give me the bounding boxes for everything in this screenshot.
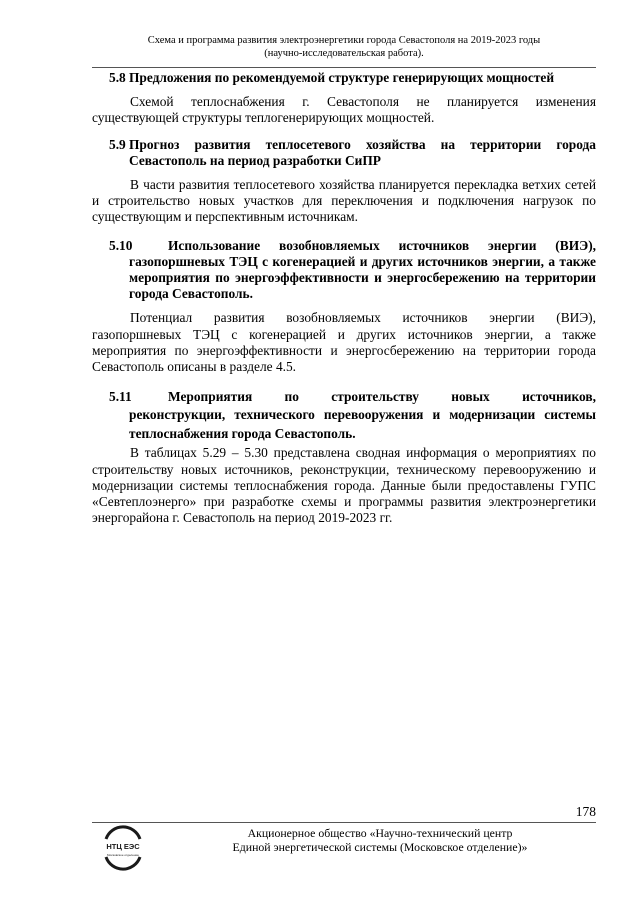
header-subtitle: (научно-исследовательская работа). bbox=[264, 47, 424, 59]
section-heading bbox=[109, 238, 596, 303]
section-heading bbox=[109, 137, 596, 169]
org-line-1: Акционерное общество «Научно-технический центр bbox=[247, 826, 513, 840]
header-divider bbox=[92, 67, 596, 68]
logo-subtext: Московское отделение bbox=[107, 853, 139, 857]
page-number: 178 bbox=[575, 804, 596, 819]
footer-organization bbox=[230, 826, 530, 854]
section-title: Прогноз развития теплосетевого хозяйства на территории города Севастополь на период разработки СиПР bbox=[129, 136, 596, 168]
page-header bbox=[92, 35, 596, 60]
title-word: строительству bbox=[331, 389, 419, 405]
section-paragraph: В части развития теплосетевого хозяйства планируется перекладка ветхих сетей и строительство новых участков для переключения и подключения нагрузок по существующим и перспективным источникам. bbox=[92, 177, 596, 225]
title-word: новых bbox=[451, 389, 490, 405]
page-content bbox=[92, 70, 596, 526]
section-5-8 bbox=[92, 70, 596, 127]
title-word: источников, bbox=[522, 389, 596, 405]
footer-divider bbox=[92, 822, 596, 823]
section-number: 5.8 bbox=[109, 70, 126, 85]
section-paragraph: Схемой теплоснабжения г. Севастополя не планируется изменения существующей структуры теплогенерирующих мощностей. bbox=[92, 94, 596, 126]
section-number: 5.9 bbox=[109, 136, 126, 152]
section-paragraph: Потенциал развития возобновляемых источников энергии (ВИЭ), газопоршневых ТЭЦ с когенерацией и других источников энергии, а также мероприятия по энергоэффективности и энергосбережению на территории города Севастополь описаны в разделе 4.5. bbox=[92, 310, 596, 375]
section-title: Использование возобновляемых источников энергии (ВИЭ), газопоршневых ТЭЦ с когенерацией и других источников энергии, а также мероприятия по энергоэффективности и энергосбережению на территории города Севастополь. bbox=[129, 237, 596, 302]
section-title: Предложения по рекомендуемой структуре генерирующих мощностей bbox=[129, 70, 555, 85]
logo-text: НТЦ ЕЭС bbox=[106, 842, 140, 851]
section-number: 5.10 bbox=[109, 237, 133, 253]
section-title-first-line bbox=[129, 389, 596, 405]
section-heading bbox=[109, 70, 596, 86]
section-5-10 bbox=[92, 238, 596, 376]
section-heading bbox=[109, 389, 596, 443]
header-title: Схема и программа развития электроэнергетики города Севастополя на 2019-2023 годы bbox=[147, 35, 541, 46]
org-line-2: Единой энергетической системы (Московское отделение)» bbox=[232, 840, 528, 854]
title-word: по bbox=[284, 389, 299, 405]
section-title-rest: реконструкции, технического перевооружения и модернизации системы теплоснабжения города Севастополь. bbox=[129, 407, 596, 442]
section-5-9 bbox=[92, 137, 596, 226]
section-paragraph: В таблицах 5.29 – 5.30 представлена сводная информация о мероприятиях по строительству новых источников, реконструкции, техническому перевооружению и модернизации системы теплоснабжения города. Данные были предоставлены ГУПС «Севтеплоэнерго» при разработке схемы и программы развития электроэнергетики энергорайона г. Севастополь на период 2019-2023 гг. bbox=[92, 445, 596, 526]
title-word: Мероприятия bbox=[168, 389, 253, 405]
section-number: 5.11 bbox=[109, 389, 132, 405]
ntc-ees-logo bbox=[100, 825, 146, 871]
section-title bbox=[129, 389, 596, 443]
section-5-11 bbox=[92, 389, 596, 526]
